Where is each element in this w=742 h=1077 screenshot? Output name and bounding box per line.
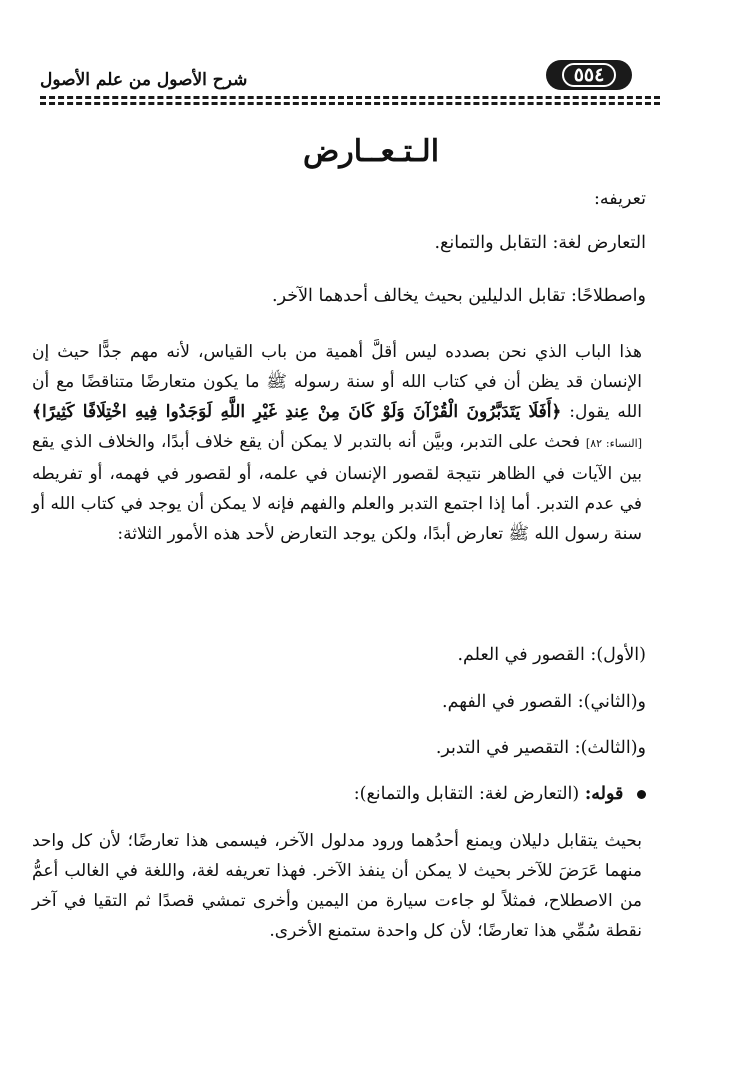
paragraph-continuation: فحث على التدبر، وبيَّن أنه بالتدبر لا يمكن أن يقع خلاف أبدًا، والخلاف الذي يقع بين الآيات في الظاهر نتيجة لقصور الإنسان في علمه، أو لقصور في فهمه، أو تفريطه في عدم التدبر. أما إذا اجتمع التدبر والعلم والفهم فإنه لا يمكن أن يوجد في كتاب الله أو سنة رسول الله ﷺ تعارض أبدًا، ولكن يوجد التعارض لأحد هذه الأمور الثلاثة: [32,432,642,544]
quran-verse: ﴿أَفَلَا يَتَدَبَّرُونَ الْقُرْآنَ وَلَوْ كَانَ مِنْ عِندِ غَيْرِ اللَّهِ لَوَجَدُوا فِيهِ اخْتِلَافًا كَثِيرًا﴾ [32,402,562,422]
commentary-text: بحيث يتقابل دليلان ويمنع أحدُهما ورود مدلول الآخر، فيسمى هذا تعارضًا؛ لأن كل واحد منهما عَرَضَ للآخر بحيث لا يمكن أن ينفذ الآخر. فهذا تعريفه لغة، واللغة في الغالب أعمُّ من الاصطلاح، فمثلاً لو جاءت سيارة من اليمين وأخرى تمشي قصدًا ثم التقيا في آخر نقطة سُمِّي هذا تعارضًا؛ لأن كل واحدة ستمنع الأخرى. [32,831,642,941]
page-header [40,58,700,94]
definition-technical: واصطلاحًا: تقابل الدليلين بحيث يخالف أحدهما الآخر. [272,286,646,306]
running-book-title: شرح الأصول من علم الأصول [40,70,248,90]
paragraph-intro: هذا الباب الذي نحن بصدده ليس أقلَّ أهمية من باب القياس، لأنه مهم جدًّا حيث إن الإنسان قد يظن أن في كتاب الله أو سنة رسوله ﷺ ما يكون متعارضًا متناقضًا مع أن الله يقول: [32,342,642,422]
commentary-label: قوله: [584,784,624,804]
definition-linguistic: التعارض لغة: التقابل والتمانع. [434,233,646,253]
page-number-badge [546,60,632,90]
bullet-icon [637,790,646,799]
chapter-title: الـتـعــارض [302,134,440,169]
reason-2: و(الثاني): القصور في الفهم. [442,692,646,712]
reason-1: (الأول): القصور في العلم. [457,645,646,665]
commentary-body [32,826,642,946]
page-number: ٥٥٤ [562,63,617,87]
paragraph-importance [32,337,642,549]
definition-label: تعريفه: [594,189,646,209]
reason-3: و(الثالث): التقصير في التدبر. [435,738,646,758]
verse-reference: [النساء: ٨٢] [585,437,642,450]
header-rule-top [40,96,660,99]
header-rule-bottom [40,102,660,105]
commentary-heading [46,779,646,809]
commentary-quote: (التعارض لغة: التقابل والتمانع): [353,784,580,804]
paragraph-text [32,337,642,549]
